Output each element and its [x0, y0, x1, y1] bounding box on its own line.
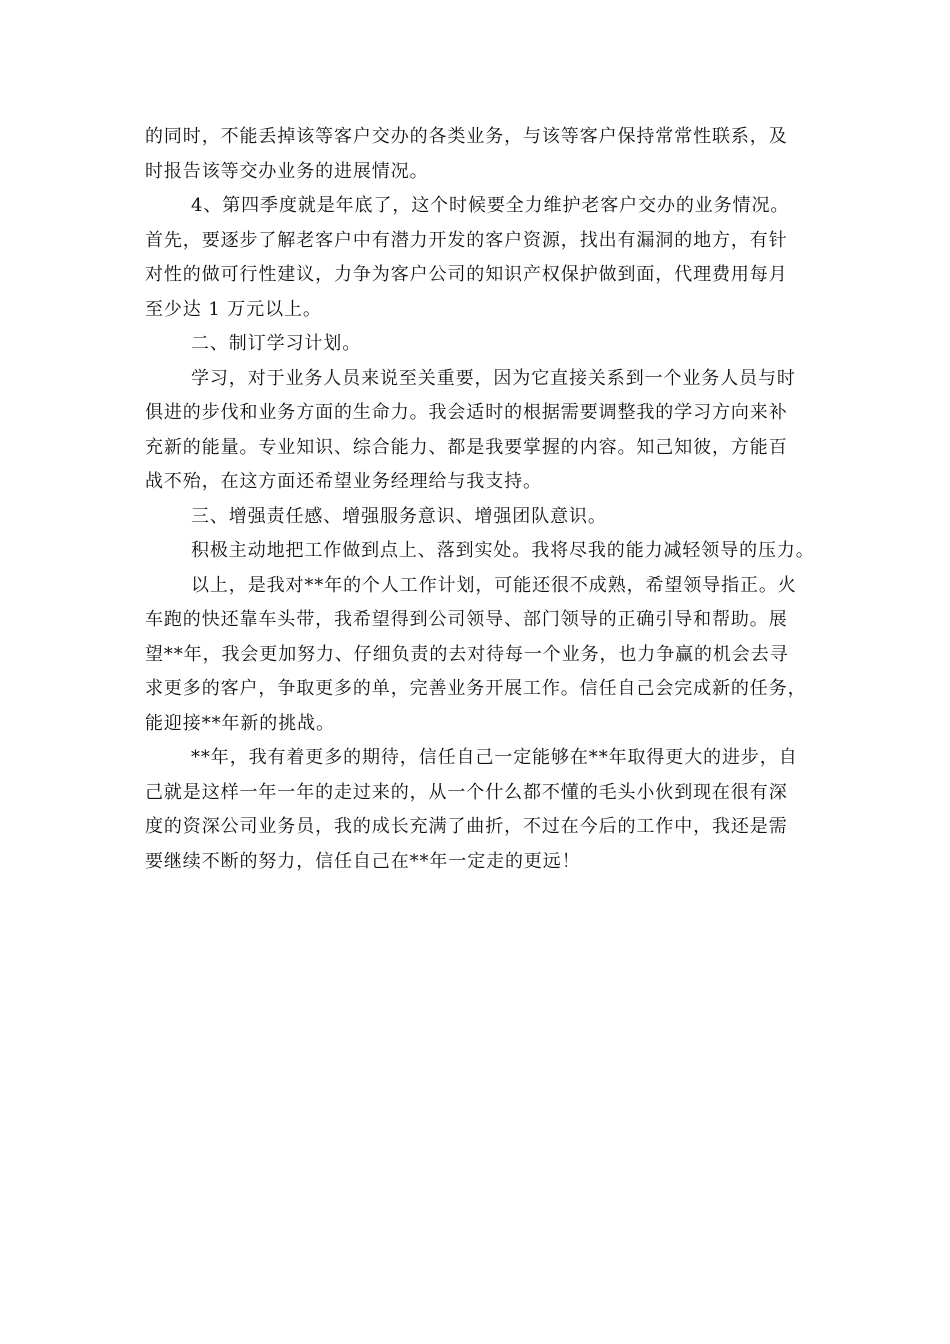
text-line: **年，我有着更多的期待，信任自己一定能够在**年取得更大的进步，自 [191, 747, 798, 768]
text-line: 积极主动地把工作做到点上、落到实处。我将尽我的能力减轻领导的压力。 [191, 540, 815, 561]
text-line: 己就是这样一年一年的走过来的，从一个什么都不懂的毛头小伙到现在很有深 [145, 781, 788, 803]
text-line: 的同时，不能丢掉该等客户交办的各类业务，与该等客户保持常常性联系，及 [145, 126, 788, 147]
text-line: 战不殆，在这方面还希望业务经理给与我支持。 [145, 471, 542, 492]
text-line: 4、第四季度就是年底了，这个时候要全力维护老客户交办的业务情况。 [191, 195, 790, 216]
text-line: 二、制订学习计划。 [191, 333, 362, 354]
text-line: 对性的做可行性建议，力争为客户公司的知识产权保护做到面，代理费用每月 [145, 264, 788, 285]
text-line: 俱进的步伐和业务方面的生命力。我会适时的根据需要调整我的学习方向来补 [145, 402, 788, 423]
text-line: 至少达 1 万元以上。 [145, 298, 322, 320]
text-line: 充新的能量。专业知识、综合能力、都是我要掌握的内容。知己知彼，方能百 [145, 436, 788, 458]
text-line: 望**年，我会更加努力、仔细负责的去对待每一个业务，也力争赢的机会去寻 [145, 643, 789, 665]
text-line: 要继续不断的努力，信任自己在**年一定走的更远！ [145, 850, 581, 872]
text-line: 度的资深公司业务员，我的成长充满了曲折，不过在今后的工作中，我还是需 [145, 816, 788, 837]
text-line: 三、增强责任感、增强服务意识、增强团队意识。 [191, 505, 607, 527]
text-line: 能迎接**年新的挑战。 [145, 712, 335, 734]
document-body [145, 120, 825, 879]
text-line: 时报告该等交办业务的进展情况。 [145, 160, 429, 182]
text-line: 车跑的快还靠车头带，我希望得到公司领导、部门领导的正确引导和帮助。展 [145, 609, 788, 630]
text-line: 以上，是我对**年的个人工作计划，可能还很不成熟，希望领导指正。火 [191, 574, 797, 596]
text-line: 首先，要逐步了解老客户中有潜力开发的客户资源，找出有漏洞的地方，有针 [145, 229, 788, 251]
text-line: 求更多的客户，争取更多的单，完善业务开展工作。信任自己会完成新的任务， [145, 678, 807, 699]
text-line: 学习，对于业务人员来说至关重要，因为它直接关系到一个业务人员与时 [191, 367, 796, 389]
